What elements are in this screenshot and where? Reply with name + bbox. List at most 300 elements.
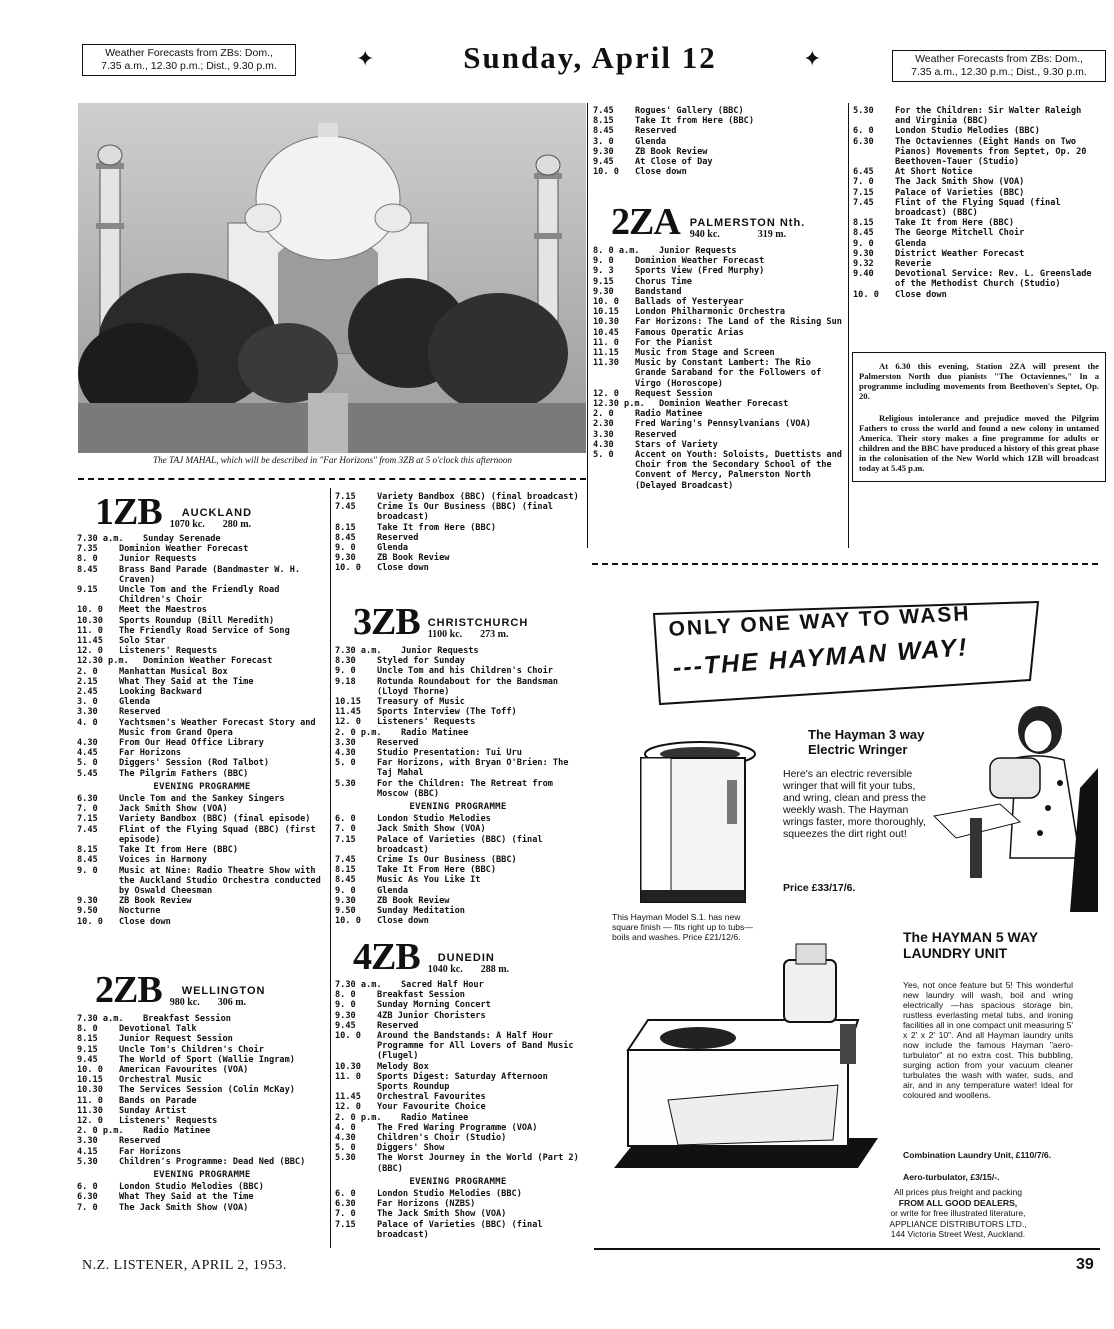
programme-title: Breakfast Session (377, 990, 465, 1001)
programme-time: 8.15 (335, 522, 356, 533)
programme-time: 10. 0 (335, 1031, 361, 1042)
programme-title: 4ZB Junior Choristers (377, 1010, 486, 1021)
programme-time: 6.30 (335, 1199, 356, 1210)
programme-row (853, 198, 1101, 218)
programme-row (335, 886, 581, 896)
laundry-unit-price-2: Aero-turbulator, £3/15/-. (903, 1172, 1000, 1182)
programme-time: 6.30 (853, 136, 874, 147)
programme-title: Sunday Serenade (143, 534, 221, 544)
programme-row (853, 239, 1101, 249)
programme-title: Far Horizons: The Land of the Rising Sun (635, 317, 842, 328)
programme-title: Far Horizons, with Bryan O'Brien: The Taj Mahal (377, 758, 569, 779)
programme-row (593, 106, 843, 116)
programme-row (77, 1192, 327, 1202)
programme-title: Music from Stage and Screen (635, 348, 775, 359)
programme-time: 10.15 (77, 1075, 103, 1086)
programme-title: Orchestral Music (119, 1075, 202, 1086)
programme-title: For the Children: Sir Walter Raleigh and Virginia (BBC) (895, 106, 1082, 127)
programme-time: 9.30 (335, 1010, 356, 1021)
programme-row (77, 1096, 327, 1106)
programme-time: 12. 0 (335, 1102, 361, 1113)
programme-title: Reserved (635, 126, 677, 137)
programme-time: 6. 0 (853, 126, 874, 137)
programme-time: 7.30 a.m. (335, 980, 382, 990)
station-call-sign: 4ZB (353, 936, 420, 978)
programme-row (593, 348, 843, 358)
programme-row (593, 266, 843, 276)
programme-title: For the Pianist (635, 337, 713, 348)
programme-title: Solo Star (119, 636, 166, 647)
programme-row (335, 1092, 581, 1102)
programme-row (593, 338, 843, 348)
programme-title: Glenda (635, 136, 667, 147)
programme-row (77, 825, 327, 845)
programme-title: Uncle Tom's Children's Choir (119, 1044, 264, 1055)
station-metres: 319 m. (757, 229, 787, 240)
programme-row (335, 779, 581, 799)
programme-time: 7.45 (593, 106, 614, 116)
weather-box-left (82, 44, 296, 76)
photo-caption: The TAJ MAHAL, which will be described in "Far Horizons" from 3ZB at 5 o'clock this afternoon (152, 455, 513, 465)
programme-title: Reserved (377, 1020, 419, 1031)
programme-title: Palace of Varieties (BBC) (final broadcast) (377, 1219, 543, 1240)
programme-time: 9.50 (335, 906, 356, 917)
programme-title: Devotional Talk (119, 1024, 197, 1035)
programme-time: 5. 0 (335, 1143, 356, 1154)
programme-row (335, 865, 581, 875)
programme-time: 7.45 (77, 824, 98, 835)
programme-title: Children's Programme: Dead Ned (BBC) (119, 1156, 306, 1167)
programme-time: 2.15 (77, 676, 98, 687)
programme-row (593, 116, 843, 126)
programme-time: 3.30 (335, 737, 356, 748)
programme-time: 8. 0 (77, 1024, 98, 1035)
programme-time: 8. 0 a.m. (593, 246, 640, 256)
programme-row (335, 1031, 581, 1062)
ad-rule (594, 1248, 1100, 1250)
programme-row (77, 1203, 327, 1213)
programme-row (593, 440, 843, 450)
programme-title: Take It from Here (BBC) (635, 116, 754, 127)
programme-title: Brass Band Parade (Bandmaster W. H. Craven) (119, 564, 301, 585)
programme-time: 9. 3 (593, 266, 614, 277)
programme-row (77, 896, 327, 906)
programme-title: Reserved (119, 1136, 161, 1147)
programme-row (853, 137, 1101, 168)
programme-title: Children's Choir (Studio) (377, 1133, 507, 1144)
programme-title: Far Horizons (119, 1146, 182, 1157)
programme-row (335, 707, 581, 717)
programme-time: 8.45 (593, 126, 614, 137)
programme-time: 12.30 p.m. (77, 656, 129, 667)
programme-title: Listeners' Requests (119, 1116, 218, 1127)
station-2za (593, 200, 843, 491)
programme-title: What They Said at the Time (119, 1192, 254, 1203)
programme-row (77, 1055, 327, 1065)
programme-time: 8.15 (77, 1034, 98, 1045)
programme-time: 12. 0 (335, 717, 361, 728)
programme-row (335, 835, 581, 855)
programme-row (335, 523, 581, 533)
programme-title: District Weather Forecast (895, 248, 1025, 259)
programme-row (335, 646, 581, 656)
programme-row (335, 1123, 581, 1133)
station-metres: 288 m. (480, 964, 510, 975)
programme-row (335, 748, 581, 758)
evening-programme-heading: EVENING PROGRAMME (409, 802, 507, 813)
programme-title: Close down (377, 916, 429, 927)
programme-time: 9.15 (593, 276, 614, 287)
evening-programme-heading: EVENING PROGRAMME (153, 1170, 251, 1181)
programme-title: Radio Matinee (401, 1112, 469, 1123)
programme-row (593, 277, 843, 287)
station-3zb (335, 600, 581, 926)
programme-time: 2. 0 p.m. (77, 1126, 124, 1137)
programme-row (593, 389, 843, 399)
programme-time: 7. 0 (77, 804, 98, 815)
programme-time: 6. 0 (335, 814, 356, 825)
station-city: AUCKLAND (181, 507, 253, 519)
programme-title: Breakfast Session (143, 1014, 231, 1024)
programme-row (77, 697, 327, 707)
programme-title: Far Horizons (NZBS) (377, 1199, 476, 1210)
evening-programme-list (77, 1182, 327, 1213)
programme-title: Treasury of Music (377, 697, 465, 708)
programme-time: 10.30 (335, 1061, 361, 1072)
programme-title: Melody Box (377, 1061, 429, 1072)
programme-time: 6.45 (853, 167, 874, 178)
evening-programme-list (77, 794, 327, 927)
station-1zb (77, 490, 327, 927)
programme-time: 4.30 (593, 439, 614, 450)
programme-time: 10. 0 (593, 297, 619, 308)
programme-row (77, 906, 327, 916)
programme-row (853, 249, 1101, 259)
programme-row (77, 1147, 327, 1157)
programme-row (77, 917, 327, 927)
programme-title: Music at Nine: Radio Theatre Show with the Auckland Studio Orchestra conducted by Oswald Cheesman (119, 865, 321, 896)
programme-time: 7.15 (853, 187, 874, 198)
programme-row (77, 845, 327, 855)
programme-time: 10.15 (593, 307, 619, 318)
programme-row (335, 533, 581, 543)
programme-time: 3.30 (593, 429, 614, 440)
programme-title: Reserved (119, 707, 161, 718)
programme-title: Glenda (895, 238, 927, 249)
programme-title: ZB Book Review (377, 895, 450, 906)
programme-time: 12. 0 (77, 1116, 103, 1127)
programme-time: 8.15 (77, 845, 98, 856)
programme-title: Bands on Parade (119, 1095, 197, 1106)
programme-time: 4.45 (77, 748, 98, 759)
laundry-unit-illustration (608, 940, 888, 1180)
programme-row (335, 1102, 581, 1112)
programme-row (593, 450, 843, 491)
programme-row (593, 147, 843, 157)
programme-time: 8.45 (335, 875, 356, 886)
programme-time: 8.45 (335, 532, 356, 543)
programme-row (853, 290, 1101, 300)
weather-left-line1: Weather Forecasts from ZBs: Dom., (105, 47, 273, 59)
programme-time: 6. 0 (335, 1189, 356, 1200)
programme-time: 10. 0 (77, 916, 103, 927)
programme-title: Variety Bandbox (BBC) (final broadcast) (377, 492, 579, 502)
programme-row (77, 707, 327, 717)
programme-time: 4. 0 (335, 1122, 356, 1133)
station-kc: 980 kc. (169, 997, 200, 1008)
programme-row (335, 1133, 581, 1143)
wringer-title: The Hayman 3 way Electric Wringer (808, 727, 925, 757)
wringer-price: Price £33/17/6. (783, 882, 856, 894)
programme-list (335, 980, 581, 1174)
programme-row (853, 218, 1101, 228)
programme-time: 10.30 (77, 1085, 103, 1096)
programme-row (335, 666, 581, 676)
programme-title: Orchestral Favourites (377, 1092, 486, 1103)
programme-time: 7.30 a.m. (77, 1014, 124, 1024)
programme-time: 9.30 (593, 146, 614, 157)
programme-row (77, 605, 327, 615)
ad-banner-line2: ---THE HAYMAN WAY! (672, 633, 970, 682)
programme-title: Bandstand (635, 286, 682, 297)
programme-title: Sunday Morning Concert (377, 1000, 491, 1011)
programme-row (593, 287, 843, 297)
station-city: PALMERSTON Nth. (689, 217, 806, 229)
programme-time: 8.15 (335, 865, 356, 876)
programme-row (77, 534, 327, 544)
page-title: Sunday, April 12 (463, 40, 717, 75)
programme-title: Take It from Here (BBC) (119, 845, 238, 856)
programme-row (77, 585, 327, 605)
programme-row (77, 656, 327, 666)
programme-time: 9.15 (77, 1044, 98, 1055)
programme-row (77, 1014, 327, 1024)
programme-title: Yachtsmen's Weather Forecast Story and Music from Grand Opera (119, 717, 316, 738)
programme-row (593, 256, 843, 266)
programme-row (853, 177, 1101, 187)
programme-row (593, 126, 843, 136)
programme-row (853, 106, 1101, 126)
programme-time: 8.45 (853, 228, 874, 239)
programme-title: Manhattan Musical Box (119, 666, 228, 677)
ad-footer-line2: FROM ALL GOOD DEALERS, (898, 1197, 1018, 1208)
programme-time: 2.45 (77, 687, 98, 698)
programme-list (77, 534, 327, 779)
programme-row (593, 328, 843, 338)
programme-list-continued (593, 106, 843, 177)
programme-row (77, 1126, 327, 1136)
programme-row (77, 1136, 327, 1146)
programme-time: 10. 0 (335, 563, 361, 574)
programme-title: Styled for Sunday (377, 656, 465, 667)
programme-time: 11. 0 (335, 1071, 361, 1082)
programme-time: 11.45 (77, 636, 103, 647)
programme-row (77, 1106, 327, 1116)
programme-time: 4.30 (77, 738, 98, 749)
programme-title: Dominion Weather Forecast (635, 256, 765, 267)
programme-title: Fred Waring's Pennsylvanians (VOA) (635, 419, 811, 430)
programme-time: 4.30 (335, 748, 356, 759)
ornament-right-icon: ✦ (803, 46, 822, 71)
programme-row (593, 409, 843, 419)
programme-time: 6.30 (77, 1192, 98, 1203)
programme-time: 9. 0 (335, 1000, 356, 1011)
programme-title: The Friendly Road Service of Song (119, 625, 290, 636)
programme-row (853, 167, 1101, 177)
programme-time: 9.30 (335, 895, 356, 906)
programme-row (77, 554, 327, 564)
programme-title: Meet the Maestros (119, 605, 207, 616)
station-kc: 1070 kc. (169, 519, 205, 530)
programme-row (853, 269, 1101, 289)
programme-title: Stars of Variety (635, 439, 718, 450)
evening-programme-heading: EVENING PROGRAMME (409, 1176, 507, 1187)
column-rule (848, 103, 849, 548)
programme-time: 4.15 (77, 1146, 98, 1157)
weather-right-line2: 7.35 a.m., 12.30 p.m.; Dist., 9.30 p.m. (911, 66, 1087, 78)
programme-title: At Close of Day (635, 157, 713, 168)
programme-row (335, 656, 581, 666)
programme-time: 5.45 (77, 768, 98, 779)
programme-time: 11.45 (335, 1092, 361, 1103)
programme-title: ZB Book Review (377, 553, 450, 564)
programme-row (335, 1011, 581, 1021)
programme-title: Accent on Youth: Soloists, Duettists and Choir from the Secondary School of the Convent of Mercy, Palmerston North (Delayed Broadcast) (635, 450, 842, 491)
programme-title: The Pilgrim Fathers (BBC) (119, 768, 249, 779)
programme-row (335, 1021, 581, 1031)
programme-row (335, 738, 581, 748)
programme-row (77, 814, 327, 824)
programme-time: 5.30 (77, 1156, 98, 1167)
programme-row (77, 748, 327, 758)
programme-title: London Studio Melodies (BBC) (895, 126, 1040, 137)
wringer-body: Here's an electric reversible wringer that will fit your tubs, and wring, clean and press the weekly wash. The Hayman wrings faster, more thoroughly, squeezes the dirt right out! (783, 768, 927, 840)
programme-row (335, 814, 581, 824)
programme-title: Diggers' Show (377, 1143, 445, 1154)
programme-time: 9. 0 (77, 865, 98, 876)
programme-time: 7.30 a.m. (335, 646, 382, 656)
programme-row (335, 990, 581, 1000)
programme-title: From Our Head Office Library (119, 738, 264, 749)
programme-time: 5. 0 (335, 758, 356, 769)
programme-title: ZB Book Review (119, 896, 192, 907)
programme-row (335, 1062, 581, 1072)
programme-title: Jack Smith Show (VOA) (377, 824, 486, 835)
programme-time: 3. 0 (77, 697, 98, 708)
woman-illustration (930, 698, 1100, 912)
programme-title: Crime Is Our Business (BBC) (final broadcast) (377, 502, 553, 523)
programme-row (335, 758, 581, 778)
station-2zb (77, 968, 327, 1213)
station-call-sign: 2ZB (95, 969, 162, 1011)
programme-row (77, 544, 327, 554)
programme-title: Uncle Tom and the Sankey Singers (119, 794, 285, 805)
programme-row (77, 1024, 327, 1034)
programme-row (335, 1209, 581, 1219)
programme-time: 7.35 (77, 544, 98, 555)
programme-time: 7.45 (853, 197, 874, 208)
programme-title: The Fred Waring Programme (VOA) (377, 1122, 538, 1133)
programme-time: 7.15 (335, 834, 356, 845)
programme-title: Junior Request Session (119, 1034, 233, 1045)
programme-title: Uncle Tom and the Friendly Road Children's Choir (119, 585, 280, 606)
programme-row (77, 1075, 327, 1085)
programme-time: 10.45 (593, 327, 619, 338)
programme-title: Dominion Weather Forecast (143, 656, 273, 667)
programme-time: 10.30 (593, 317, 619, 328)
laundry-unit-title: The HAYMAN 5 WAY LAUNDRY UNIT (903, 929, 1038, 961)
programme-row (77, 636, 327, 646)
programme-title: London Philharmonic Orchestra (635, 307, 786, 318)
programme-row (335, 1072, 581, 1092)
programme-time: 8.45 (77, 855, 98, 866)
programme-row (335, 1113, 581, 1123)
programme-time: 5. 0 (77, 758, 98, 769)
programme-time: 4.30 (335, 1133, 356, 1144)
station-4zb (335, 935, 581, 1240)
programme-title: Junior Requests (401, 646, 479, 656)
programme-time: 7. 0 (335, 824, 356, 835)
programme-row (335, 677, 581, 697)
programme-title: Radio Matinee (401, 727, 469, 738)
programme-time: 5.30 (335, 1153, 356, 1164)
programme-row (335, 502, 581, 522)
programme-row (335, 728, 581, 738)
programme-time: 4. 0 (77, 717, 98, 728)
programme-title: Radio Matinee (143, 1126, 211, 1137)
programme-list (335, 646, 581, 799)
dashed-divider (592, 563, 1098, 565)
programme-time: 7.45 (335, 855, 356, 866)
programme-time: 2. 0 p.m. (335, 1112, 382, 1123)
ad-footer-line1: All prices plus freight and packing (893, 1187, 1023, 1197)
programme-time: 8.15 (853, 218, 874, 229)
station-call-sign: 2ZA (611, 201, 680, 243)
programme-time: 12.30 p.m. (593, 399, 645, 410)
programme-title: Crime Is Our Business (BBC) (377, 855, 517, 866)
programme-title: Far Horizons (119, 748, 182, 759)
station-city: WELLINGTON (181, 985, 266, 997)
programme-title: At Short Notice (895, 167, 973, 178)
programme-title: Sacred Half Hour (401, 980, 484, 990)
programme-title: London Studio Melodies (377, 814, 491, 825)
programme-row (335, 855, 581, 865)
programme-time: 9. 0 (335, 885, 356, 896)
programme-time: 9.30 (77, 896, 98, 907)
programme-title: Rogues' Gallery (BBC) (635, 106, 744, 116)
programme-row (335, 906, 581, 916)
programme-row (335, 1153, 581, 1173)
programme-title: Glenda (377, 543, 409, 554)
programme-title: Rotunda Roundabout for the Bandsman (Lloyd Thorne) (377, 676, 559, 697)
programme-time: 11. 0 (77, 625, 103, 636)
programme-row (335, 824, 581, 834)
programme-title: Music As You Like It (377, 875, 481, 886)
programme-time: 9. 0 (335, 543, 356, 554)
programme-time: 7. 0 (853, 177, 874, 188)
programme-title: Jack Smith Show (VOA) (119, 804, 228, 815)
programme-title: Glenda (377, 885, 409, 896)
programme-time: 2. 0 (77, 666, 98, 677)
programme-row (335, 563, 581, 573)
station-kc: 1100 kc. (427, 629, 463, 640)
programme-time: 6. 0 (77, 1182, 98, 1193)
programme-row (335, 1199, 581, 1209)
dashed-divider (78, 478, 586, 480)
programme-title: Palace of Varieties (BBC) (final broadcast) (377, 834, 543, 855)
programme-title: Radio Matinee (635, 409, 703, 420)
station-metres: 273 m. (480, 629, 509, 640)
